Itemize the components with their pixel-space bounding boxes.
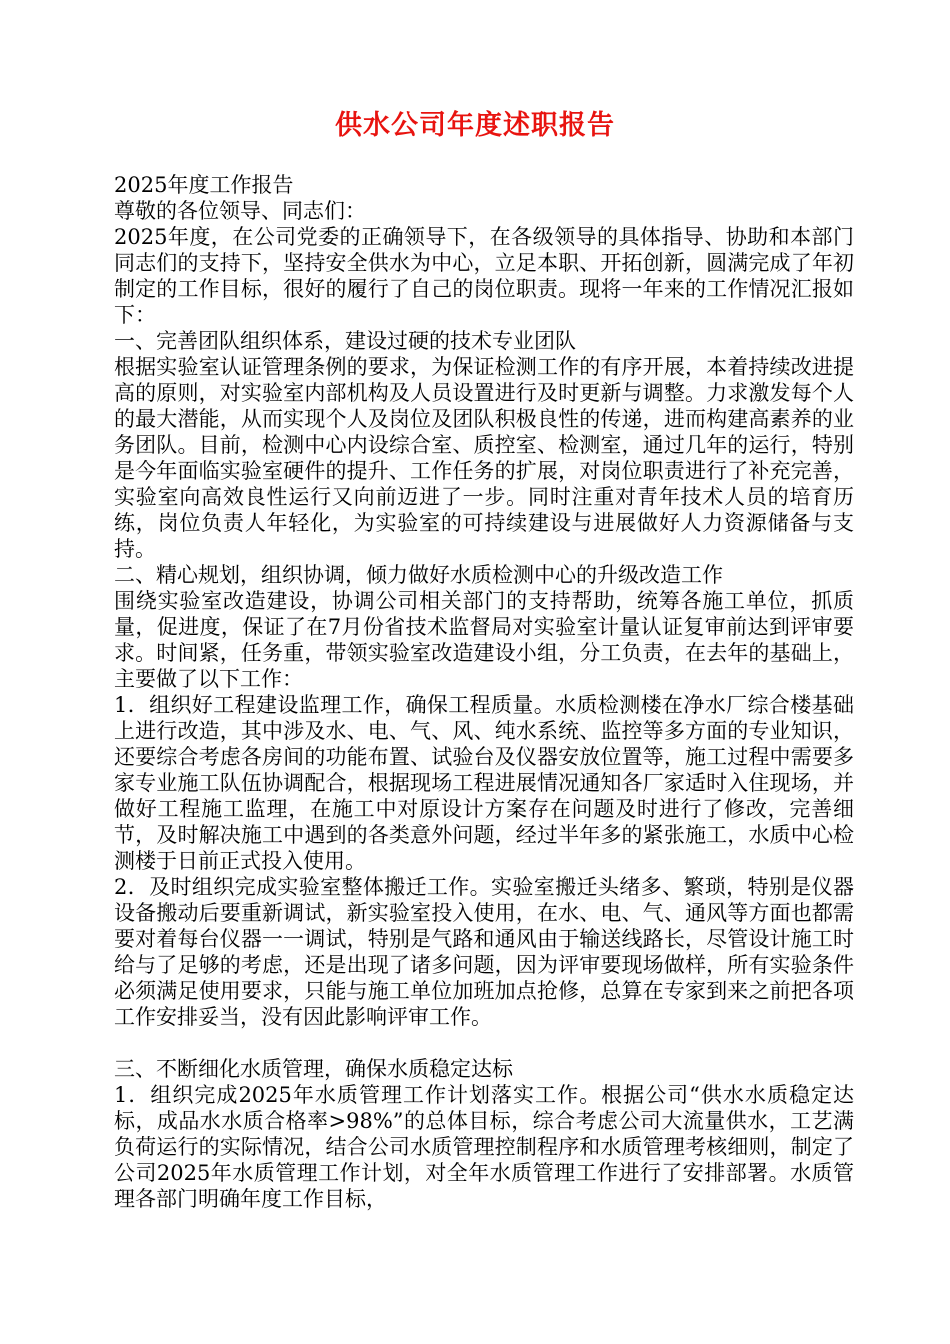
section-2-item-1: 1．组织好工程建设监理工作，确保工程质量。水质检测楼在净水厂综合楼基础上进行改造，其中涉及水、电、气、风、纯水系统、监控等多方面的专业知识，还要综合考虑各房间的功能布置、试验台及仪器安放位置等，施工过程中需要多家专业施工队伍协调配合，根据现场工程进展情况通知各厂家适时入住现场，并做好工程施工监理，在施工中对原设计方案存在问题及时进行了修改，完善细节，及时解决施工中遇到的各类意外问题，经过半年多的紧张施工，水质中心检测楼于日前正式投入使用。: [114, 693, 854, 873]
section-heading-2: 二、精心规划，组织协调，倾力做好水质检测中心的升级改造工作: [114, 563, 723, 587]
report-heading: 2025年度工作报告: [114, 173, 294, 197]
section-1-paragraph: 根据实验室认证管理条例的要求，为保证检测工作的有序开展，本着持续改进提高的原则，对实验室内部机构及人员设置进行及时更新与调整。力求激发每个人的最大潜能，从而实现个人及岗位及团队积极良性的传递，进而构建高素养的业务团队。目前，检测中心内设综合室、质控室、检测室，通过几年的运行，特别是今年面临实验室硬件的提升、工作任务的扩展，对岗位职责进行了补充完善，实验室向高效良性运行又向前迈进了一步。同时注重对青年技术人员的培育历练，岗位负责人年轻化，为实验室的可持续建设与进展做好人力资源储备与支持。: [114, 355, 854, 561]
document-title: 供水公司年度述职报告: [335, 110, 615, 141]
intro-paragraph: 2025年度，在公司党委的正确领导下，在各级领导的具体指导、协助和本部门同志们的支持下，坚持安全供水为中心，立足本职、开拓创新，圆满完成了年初制定的工作目标，很好的履行了自己的岗位职责。现将一年来的工作情况汇报如下：: [114, 225, 854, 327]
section-2-item-2: 2．及时组织完成实验室整体搬迁工作。实验室搬迁头绪多、繁琐，特别是仪器设备搬动后要重新调试，新实验室投入使用，在水、电、气、通风等方面也都需要对着每台仪器一一调试，特别是气路和通风由于输送线路长，尽管设计施工时给与了足够的考虑，还是出现了诸多问题，因为评审要现场做样，所有实验条件必须满足使用要求，只能与施工单位加班加点抢修，总算在专家到来之前把各项工作安排妥当，没有因此影响评审工作。: [114, 875, 854, 1029]
section-3-item-1: 1．组织完成2025年水质管理工作计划落实工作。根据公司“供水水质稳定达标，成品水水质合格率>98%”的总体目标，综合考虑公司大流量供水，工艺满负荷运行的实际情况，结合公司水质管理控制程序和水质管理考核细则，制定了公司2025年水质管理工作计划，对全年水质管理工作进行了安排部署。水质管理各部门明确年度工作目标，: [114, 1083, 854, 1211]
section-2-paragraph: 围绕实验室改造建设，协调公司相关部门的支持帮助，统筹各施工单位，抓质量，促进度，保证了在7月份省技术监督局对实验室计量认证复审前达到评审要求。时间紧，任务重，带领实验室改造建设小组，分工负责，在去年的基础上，主要做了以下工作：: [114, 589, 854, 691]
section-heading-3: 三、不断细化水质管理，确保水质稳定达标: [114, 1057, 513, 1081]
document-body: [114, 172, 854, 1212]
salutation: 尊敬的各位领导、同志们：: [114, 199, 366, 223]
blank-line: [114, 1030, 854, 1056]
section-heading-1: 一、完善团队组织体系，建设过硬的技术专业团队: [114, 329, 576, 353]
